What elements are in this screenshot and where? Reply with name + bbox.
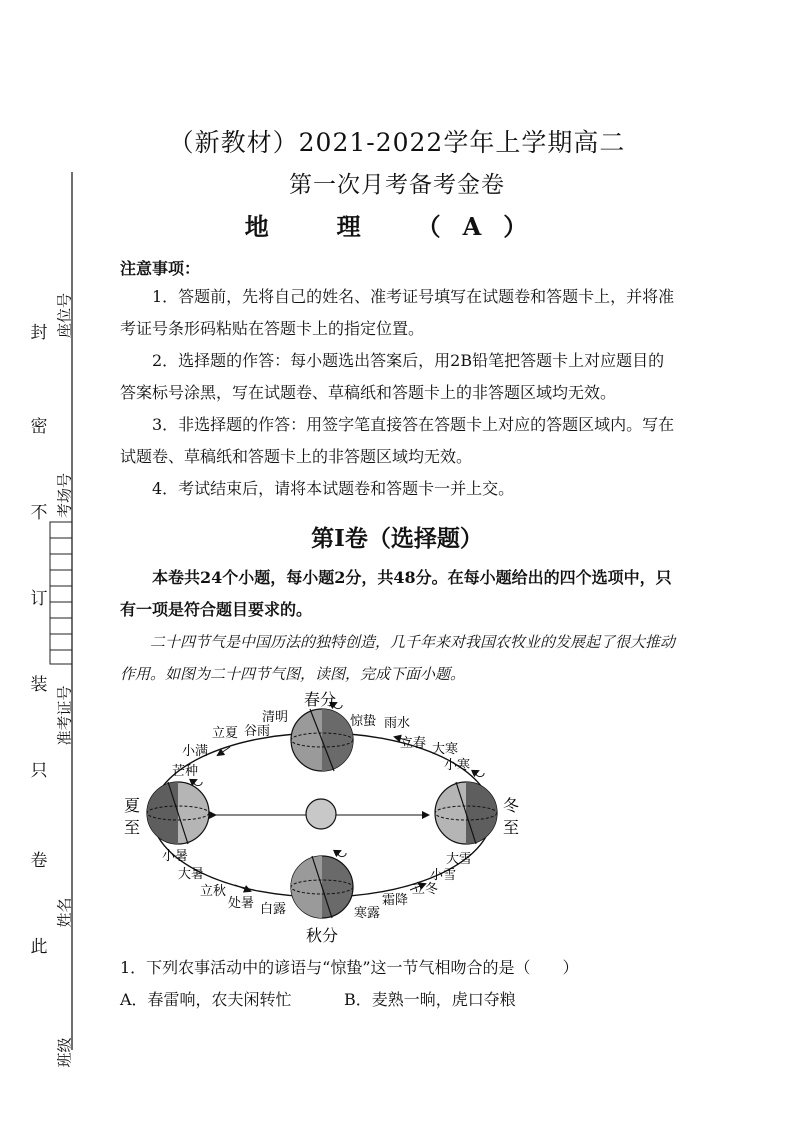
- notes-list: [120, 281, 680, 505]
- label-lixia: 立夏: [212, 726, 239, 741]
- label-yushui: 雨水: [384, 716, 411, 731]
- label-qingming: 清明: [262, 710, 289, 725]
- label-dashu: 大暑: [178, 867, 205, 882]
- label-hanlu: 寒露: [354, 906, 381, 921]
- label-jingzhe: 惊蛰: [350, 714, 377, 729]
- label-chunfen: 春分: [304, 690, 337, 709]
- paper-title: （新教材）2021-2022学年上学期高二: [168, 128, 626, 157]
- question-1-stem: 1．下列农事活动中的谚语与“惊蛰”这一节气相吻合的是（ ）: [120, 958, 579, 977]
- binding-char-5: 装: [30, 675, 48, 695]
- seat-number-label: 座位号: [55, 293, 74, 339]
- label-guyu: 谷雨: [244, 724, 271, 739]
- earth-spring-icon: [291, 703, 353, 771]
- label-xiaohan: 小寒: [444, 758, 471, 773]
- binding-char-1: 封: [30, 323, 48, 343]
- name-label: 姓名: [55, 897, 74, 928]
- paper-subtitle: 第一次月考备考金卷: [289, 172, 505, 198]
- label-dongzhi-2: 至: [503, 818, 520, 837]
- section-instruction: 本卷共24个小题，每小题2分，共48分。在每小题给出的四个选项中，只有一项是符合题目要求的。: [120, 568, 672, 619]
- binding-char-7: 卷: [30, 851, 48, 871]
- label-xiaoman: 小满: [182, 744, 209, 759]
- label-lichun: 立春: [400, 736, 427, 751]
- note-item-1: 1．答题前，先将自己的姓名、准考证号填写在试题卷和答题卡上，并将准考证号条形码粘贴在答题卡上的指定位置。: [120, 287, 675, 338]
- label-liqiu: 立秋: [200, 884, 227, 899]
- label-bailu: 白露: [260, 902, 287, 917]
- section-title: 第Ⅰ卷（选择题）: [311, 525, 483, 552]
- binding-char-8: 此: [30, 937, 48, 957]
- earth-winter-icon: [435, 771, 497, 844]
- ticket-number-label: 准考证号: [55, 685, 74, 746]
- label-xiazhi-1: 夏: [124, 796, 141, 815]
- binding-char-2: 密: [30, 417, 48, 437]
- label-dahan: 大寒: [432, 742, 459, 757]
- notes-heading: 注意事项：: [120, 259, 201, 278]
- note-item-2: 2．选择题的作答：每小题选出答案后，用2B铅笔把答题卡上对应题目的答案标号涂黑，写在试题卷、草稿纸和答题卡上的非答题区域均无效。: [120, 351, 665, 402]
- label-daxue: 大雪: [446, 852, 473, 867]
- note-item-3: 3．非选择题的作答：用签字笔直接答在答题卡上对应的答题区域内。写在试题卷、草稿纸和答题卡上的非答题区域均无效。: [120, 415, 675, 466]
- solar-terms-diagram: [110, 685, 540, 950]
- label-qiufen: 秋分: [306, 926, 339, 945]
- sun-icon: [306, 799, 336, 829]
- question-1-option-b: B．麦熟一晌，虎口夺粮: [344, 990, 516, 1009]
- earth-autumn-icon: [291, 851, 353, 918]
- binding-char-4: 订: [30, 589, 48, 609]
- label-lidong: 立冬: [412, 882, 439, 897]
- note-item-4: 4．考试结束后，请将本试题卷和答题卡一并上交。: [152, 479, 515, 498]
- label-xiazhi-2: 至: [124, 818, 141, 837]
- question-1-option-a: A．春雷响，农夫闲转忙: [120, 990, 292, 1009]
- subject-title: 地 理 （A）: [244, 212, 550, 241]
- class-label: 班级: [55, 1037, 74, 1068]
- binding-char-3: 不: [30, 503, 48, 523]
- label-chushu: 处暑: [228, 896, 255, 911]
- label-dongzhi-1: 冬: [503, 796, 520, 815]
- binding-char-6: 只: [30, 761, 48, 781]
- earth-summer-icon: [147, 780, 209, 844]
- label-xiaoxue: 小雪: [430, 868, 457, 883]
- label-xiaoshu: 小暑: [162, 849, 189, 864]
- exam-room-label: 考场号: [55, 473, 74, 519]
- label-mangzhong: 芒种: [172, 764, 199, 779]
- question-intro: 二十四节气是中国历法的独特创造，几千年来对我国农牧业的发展起了很大推动作用。如图为二十四节气图，读图，完成下面小题。: [120, 633, 676, 683]
- label-shuangjiang: 霜降: [382, 893, 409, 908]
- orbit-arrow-autumn: [235, 885, 250, 891]
